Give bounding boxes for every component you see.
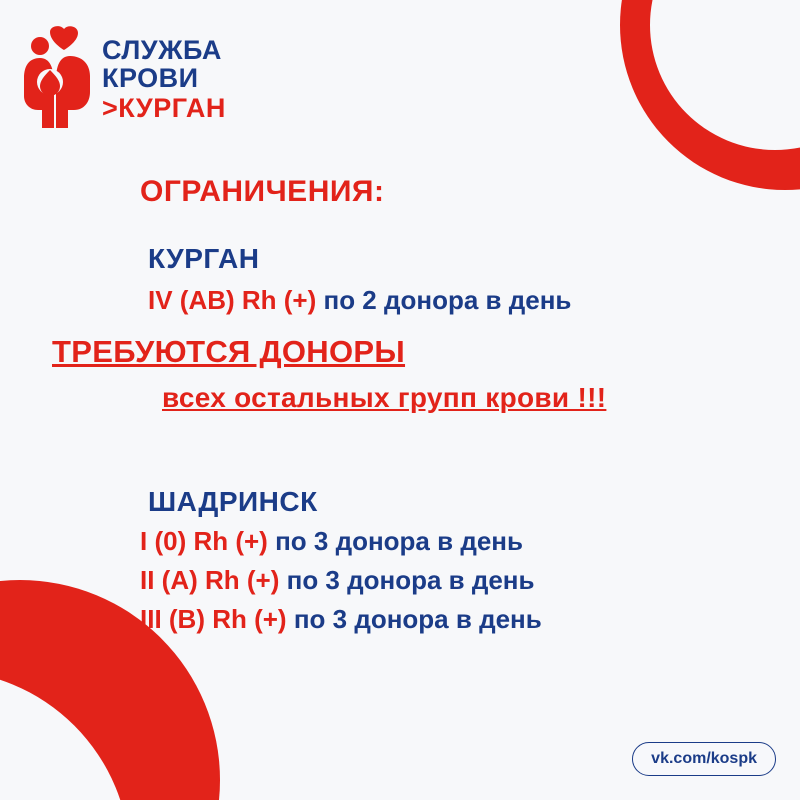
- blood-group-row: [148, 285, 800, 316]
- need-donors-line-1: ТРЕБУЮТСЯ ДОНОРЫ: [52, 334, 406, 369]
- section-city-shadrinsk: ШАДРИНСК: [148, 486, 318, 517]
- blood-group-label: II (A) Rh (+): [140, 565, 280, 595]
- page-title: ОГРАНИЧЕНИЯ:: [140, 175, 385, 208]
- poster-content: [0, 175, 800, 635]
- blood-group-row: [140, 604, 800, 635]
- social-link-badge[interactable]: vk.com/kospk: [632, 742, 776, 776]
- logo: [20, 24, 226, 134]
- blood-group-row: [140, 565, 800, 596]
- blood-group-note: по 3 донора в день: [275, 526, 523, 556]
- blood-group-label: IV (AB) Rh (+): [148, 285, 317, 315]
- need-donors-line-2: всех остальных групп крови !!!: [162, 382, 607, 413]
- logo-city: >КУРГАН: [102, 93, 226, 124]
- blood-group-note: по 3 донора в день: [293, 604, 542, 634]
- logo-line-1: СЛУЖБА: [102, 35, 222, 65]
- blood-group-note: по 3 донора в день: [286, 565, 535, 595]
- blood-service-heart-logo-icon: [20, 24, 94, 134]
- blood-group-label: I (0) Rh (+): [140, 526, 268, 556]
- blood-group-note: по 2 донора в день: [323, 285, 572, 315]
- logo-line-2: КРОВИ: [102, 63, 199, 94]
- section-city-kurgan: КУРГАН: [148, 243, 260, 274]
- blood-group-row: [140, 526, 800, 557]
- blood-group-label: III (B) Rh (+): [140, 604, 287, 634]
- logo-text: [102, 24, 226, 122]
